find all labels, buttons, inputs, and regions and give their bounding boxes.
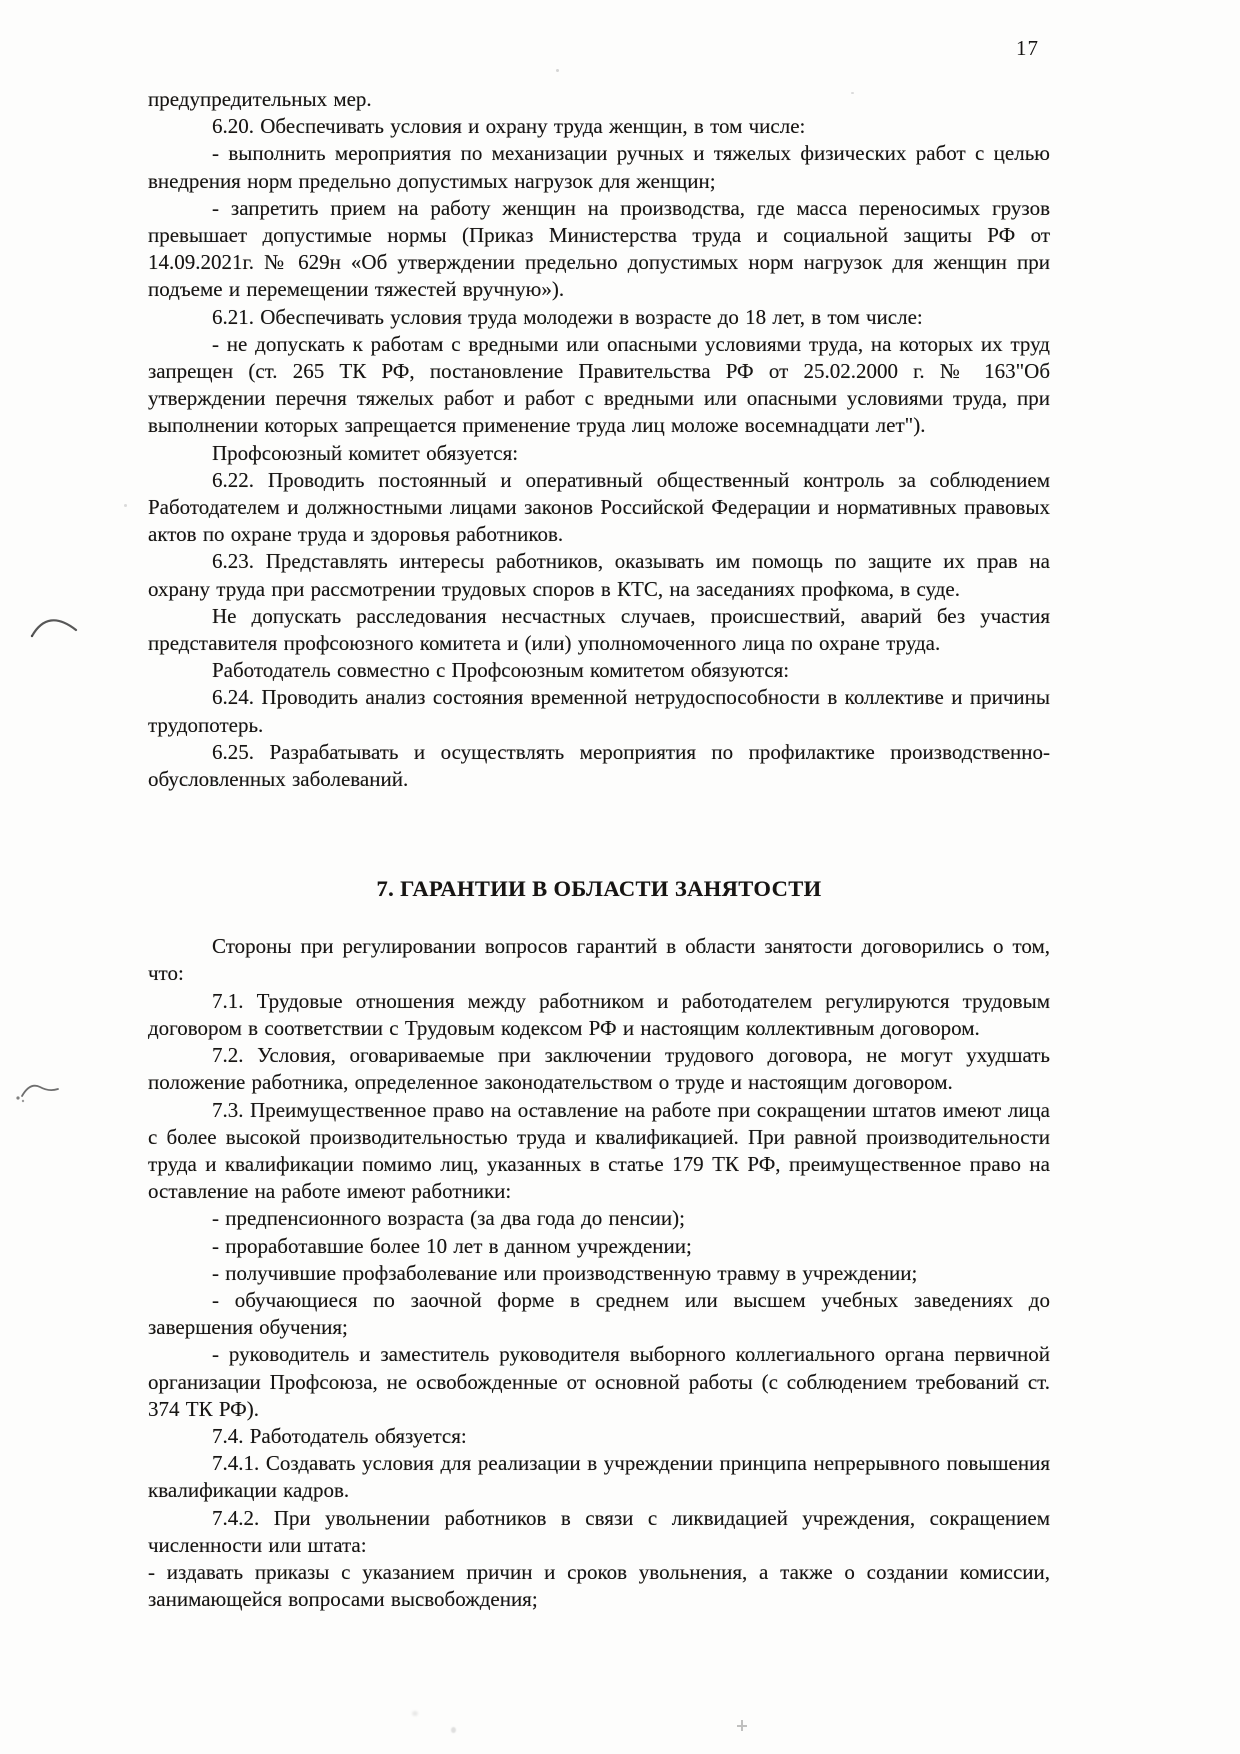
paragraph: - запретить прием на работу женщин на производства, где масса переносимых грузов превышает допустимые нормы (Приказ Министерства труда и социальной защиты РФ от 14.09.2021г. № 629н «Об утверждении предельно допустимых норм нагрузок для женщин при подъеме и перемещении тяжестей вручную»).: [148, 195, 1050, 302]
paragraph: 7.3. Преимущественное право на оставление на работе при сокращении штатов имеют лица с более высокой производительностью труда и квалификацией. При равной производительности труда и квалификации помимо лиц, указанных в статье 179 ТК РФ, преимущественное право на оставление на работе имеют работники:: [148, 1097, 1050, 1204]
paragraph: - получившие профзаболевание или производственную травму в учреждении;: [212, 1260, 918, 1285]
paragraph: 7.4. Работодатель обязуется:: [212, 1423, 467, 1448]
page-number: 17: [1016, 36, 1039, 60]
scan-speck: [451, 1727, 456, 1733]
paragraph: - выполнить мероприятия по механизации ручных и тяжелых физических работ с целью внедрения норм предельно допустимых нагрузок для женщин;: [148, 141, 1050, 193]
paragraph: - не допускать к работам с вредными или опасными условиями труда, на которых их труд запрещен (ст. 265 ТК РФ, постановление Правительства РФ от 25.02.2000 г. № 163"Об утверждении перечня тяжелых работ и работ с вредными или опасными условиями труда, при выполнении которых запрещается применение труда лиц моложе восемнадцати лет").: [148, 331, 1050, 438]
document-body: [148, 86, 1050, 1613]
paragraph: 6.20. Обеспечивать условия и охрану труда женщин, в том числе:: [212, 114, 806, 139]
paragraph: 6.21. Обеспечивать условия труда молодежи в возрасте до 18 лет, в том числе:: [212, 304, 923, 329]
paragraph: - обучающиеся по заочной форме в среднем или высшем учебных заведениях до завершения обучения;: [148, 1287, 1050, 1340]
scan-cross-speck: [737, 1720, 747, 1731]
paragraph: предупредительных мер.: [148, 87, 372, 111]
paragraph: 7.2. Условия, оговариваемые при заключении трудового договора, не могут ухудшать положение работника, определенное законодательством о труде и настоящим договором.: [148, 1043, 1050, 1095]
paragraph: Стороны при регулировании вопросов гарантий в области занятости договорились о том, что:: [148, 934, 1050, 986]
section-heading: 7. ГАРАНТИИ В ОБЛАСТИ ЗАНЯТОСТИ: [376, 876, 822, 902]
paragraph: 6.23. Представлять интересы работников, оказывать им помощь по защите их прав на охрану труда при рассмотрении трудовых споров в КТС, на заседаниях профкома, в суде.: [148, 549, 1050, 601]
scan-speck: [124, 504, 127, 507]
scan-speck: [556, 69, 559, 72]
paragraph: - издавать приказы с указанием причин и сроков увольнения, а также о создании комиссии, занимающейся вопросами высвобождения;: [148, 1559, 1050, 1612]
paragraph: - проработавшие более 10 лет в данном учреждении;: [212, 1233, 692, 1258]
paragraph: - предпенсионного возраста (за два года до пенсии);: [212, 1206, 685, 1231]
scan-speck: [412, 1711, 418, 1716]
paragraph: 6.24. Проводить анализ состояния временной нетрудоспособности в коллективе и причины трудопотерь.: [148, 685, 1050, 737]
paragraph: 7.1. Трудовые отношения между работником и работодателем регулируются трудовым договором в соответствии с Трудовым кодексом РФ и настоящим коллективным договором.: [148, 988, 1050, 1040]
paragraph: 7.4.2. При увольнении работников в связи с ликвидацией учреждения, сокращением численности или штата:: [148, 1505, 1050, 1557]
paragraph: Профсоюзный комитет обязуется:: [212, 440, 519, 465]
paragraph: 6.22. Проводить постоянный и оперативный общественный контроль за соблюдением Работодателем и должностными лицами законов Российской Федерации и нормативных правовых актов по охране труда и здоровья работников.: [148, 467, 1050, 547]
paragraph: Не допускать расследования несчастных случаев, происшествий, аварий без участия представителя профсоюзного комитета и (или) уполномоченного лица по охране труда.: [148, 603, 1050, 656]
pen-arc-mark: [28, 606, 82, 642]
pen-squiggle-mark: [14, 1078, 64, 1104]
paragraph: 6.25. Разрабатывать и осуществлять мероприятия по профилактике производственно-обусловленных заболеваний.: [148, 739, 1050, 792]
paragraph: - руководитель и заместитель руководителя выборного коллегиального органа первичной организации Профсоюза, не освобожденные от основной работы (с соблюдением требований ст. 374 ТК РФ).: [148, 1342, 1050, 1421]
paragraph: 7.4.1. Создавать условия для реализации в учреждении принципа непрерывного повышения квалификации кадров.: [148, 1451, 1050, 1503]
paragraph: Работодатель совместно с Профсоюзным комитетом обязуются:: [212, 658, 790, 683]
